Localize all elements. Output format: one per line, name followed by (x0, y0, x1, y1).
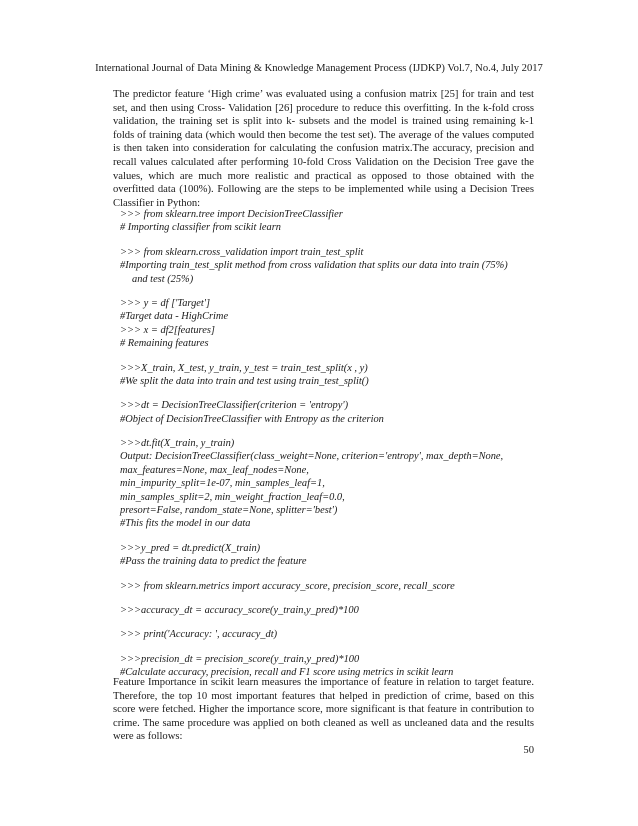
code-comment: #Importing train_test_split method from cross validation that splits our data into train (75%) (120, 260, 508, 272)
code-output: presort=False, random_state=None, splitter='best') (120, 505, 338, 517)
code-comment: #We split the data into train and test using train_test_split() (120, 375, 369, 387)
code-comment: #Calculate accuracy, precision, recall and F1 score using metrics in scikit learn (120, 667, 454, 679)
code-line: >>> from sklearn.cross_validation import train_test_split (120, 246, 364, 258)
code-comment: #Pass the training data to predict the feature (120, 556, 307, 568)
code-comment: #Target data - HighCrime (120, 311, 229, 323)
code-comment: and test (25%) (132, 273, 194, 285)
intro-paragraph: The predictor feature ‘High crime’ was evaluated using a confusion matrix [25] for train and test set, and then using Cross- Validation [26] procedure to reduce this overfitting. In the k-fold cross validation, the training set is split into k- subsets and the model is trained using remaining k-1 folds of training data (which would then become the test set). The average of the values computed is then taken into consideration for calculating the confusion matrix.The accuracy, precision and recall values calculated after performing 10-fold Cross Validation on the Decision Tree gave the values, which are much more realistic and practical as opposed to those obtained with the overfitted data (100%). Following are the steps to be implemented while using a Decision Trees Classifier in Python: (113, 89, 534, 209)
code-line: >>>precision_dt = precision_score(y_train,y_pred)*100 (120, 653, 360, 665)
code-line: >>>X_train, X_test, y_train, y_test = train_test_split(x , y) (120, 362, 368, 374)
code-comment: # Importing classifier from scikit learn (120, 222, 281, 234)
code-comment: #This fits the model in our data (120, 518, 251, 530)
code-line: >>>dt = DecisionTreeClassifier(criterion = 'entropy') (120, 400, 349, 412)
feature-importance-paragraph: Feature Importance in scikit learn measures the importance of feature in relation to target feature. Therefore, the top 10 most important features that helped in prediction of crime, based on this score were fetched. Higher the importance score, more significant is that feature in contribution to crime. The same procedure was applied on both cleaned as well as uncleaned data and the results were as follows: (113, 677, 534, 743)
code-comment: # Remaining features (120, 338, 209, 350)
journal-header: International Journal of Data Mining & Knowledge Management Process (IJDKP) Vol.7, No.4, July 2017 (95, 63, 543, 74)
code-output: max_features=None, max_leaf_nodes=None, (120, 464, 309, 476)
code-line: >>> print('Accuracy: ', accuracy_dt) (120, 629, 278, 641)
code-line: >>> from sklearn.metrics import accuracy_score, precision_score, recall_score (120, 580, 455, 592)
code-output: Output: DecisionTreeClassifier(class_weight=None, criterion='entropy', max_depth=None, (120, 451, 504, 463)
code-line: >>>accuracy_dt = accuracy_score(y_train,y_pred)*100 (120, 604, 359, 616)
code-listing (120, 208, 550, 680)
code-line: >>> y = df ['Target'] (120, 297, 211, 309)
code-output: min_impurity_split=1e-07, min_samples_leaf=1, (120, 478, 325, 490)
page-number: 50 (523, 745, 534, 756)
code-line: >>> from sklearn.tree import DecisionTreeClassifier (120, 209, 343, 220)
code-line: >>> x = df2[features] (120, 324, 215, 336)
code-line: >>>y_pred = dt.predict(X_train) (120, 542, 261, 554)
code-line: >>>dt.fit(X_train, y_train) (120, 438, 235, 450)
code-output: min_samples_split=2, min_weight_fraction_leaf=0.0, (120, 491, 345, 503)
code-comment: #Object of DecisionTreeClassifier with Entropy as the criterion (120, 413, 384, 425)
